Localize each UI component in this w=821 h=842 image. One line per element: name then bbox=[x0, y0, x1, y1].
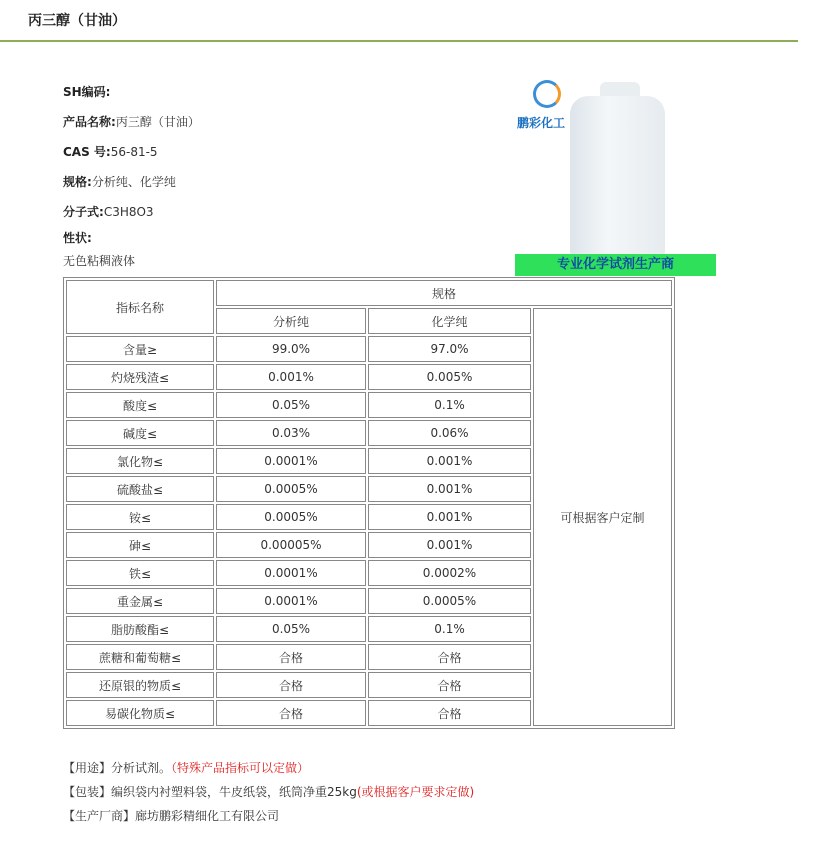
row-name: 还原银的物质≤ bbox=[66, 672, 214, 698]
row-name: 铁≤ bbox=[66, 560, 214, 586]
product-image bbox=[515, 76, 716, 276]
info-spec: 规格:分析纯、化学纯 bbox=[63, 175, 176, 189]
info-property: 性状: bbox=[63, 231, 92, 245]
row-cp: 0.1% bbox=[368, 616, 531, 642]
info-sh: SH编码: bbox=[63, 85, 111, 99]
row-cp: 0.001% bbox=[368, 532, 531, 558]
company-logo-text: 鹏彩化工 bbox=[517, 116, 566, 130]
row-name: 砷≤ bbox=[66, 532, 214, 558]
header-ar: 分析纯 bbox=[216, 308, 366, 334]
row-cp: 合格 bbox=[368, 644, 531, 670]
row-name: 酸度≤ bbox=[66, 392, 214, 418]
spec-table bbox=[63, 277, 675, 729]
row-ar: 0.0001% bbox=[216, 588, 366, 614]
header-spec: 规格 bbox=[216, 280, 672, 306]
footer bbox=[63, 756, 474, 828]
row-ar: 0.00005% bbox=[216, 532, 366, 558]
header-cp: 化学纯 bbox=[368, 308, 531, 334]
row-name: 脂肪酸酯≤ bbox=[66, 616, 214, 642]
row-ar: 0.0001% bbox=[216, 560, 366, 586]
row-name: 灼烧残渣≤ bbox=[66, 364, 214, 390]
bottle-icon bbox=[570, 96, 665, 256]
header-name: 指标名称 bbox=[66, 280, 214, 334]
row-cp: 合格 bbox=[368, 672, 531, 698]
product-info bbox=[63, 84, 200, 269]
row-name: 含量≥ bbox=[66, 336, 214, 362]
row-ar: 0.05% bbox=[216, 392, 366, 418]
row-ar: 0.001% bbox=[216, 364, 366, 390]
row-name: 硫酸盐≤ bbox=[66, 476, 214, 502]
info-name: 产品名称:丙三醇（甘油） bbox=[63, 115, 200, 129]
row-ar: 0.03% bbox=[216, 420, 366, 446]
row-cp: 0.001% bbox=[368, 448, 531, 474]
footer-usage: 【用途】分析试剂。（特殊产品指标可以定做） bbox=[63, 761, 310, 775]
row-cp: 0.005% bbox=[368, 364, 531, 390]
row-ar: 0.0005% bbox=[216, 476, 366, 502]
row-cp: 0.1% bbox=[368, 392, 531, 418]
row-cp: 0.0005% bbox=[368, 588, 531, 614]
info-cas: CAS 号:56-81-5 bbox=[63, 145, 158, 159]
row-cp: 97.0% bbox=[368, 336, 531, 362]
row-ar: 合格 bbox=[216, 672, 366, 698]
custom-note: 可根据客户定制 bbox=[533, 308, 672, 726]
footer-packaging: 【包装】编织袋内衬塑料袋，牛皮纸袋，纸筒净重25kg(或根据客户要求定做) bbox=[63, 785, 475, 799]
row-cp: 0.0002% bbox=[368, 560, 531, 586]
row-ar: 0.0005% bbox=[216, 504, 366, 530]
row-name: 重金属≤ bbox=[66, 588, 214, 614]
info-formula: 分子式:C3H8O3 bbox=[63, 205, 154, 219]
page-title: 丙三醇（甘油） bbox=[28, 13, 126, 29]
row-name: 铵≤ bbox=[66, 504, 214, 530]
row-cp: 合格 bbox=[368, 700, 531, 726]
image-banner: 专业化学试剂生产商 bbox=[515, 254, 716, 276]
row-name: 氯化物≤ bbox=[66, 448, 214, 474]
row-name: 碱度≤ bbox=[66, 420, 214, 446]
row-cp: 0.06% bbox=[368, 420, 531, 446]
title-divider bbox=[0, 40, 798, 42]
row-ar: 0.05% bbox=[216, 616, 366, 642]
row-ar: 0.0001% bbox=[216, 448, 366, 474]
row-name: 蔗糖和葡萄糖≤ bbox=[66, 644, 214, 670]
row-cp: 0.001% bbox=[368, 476, 531, 502]
footer-manufacturer: 【生产厂商】廊坊鹏彩精细化工有限公司 bbox=[63, 809, 280, 823]
row-ar: 合格 bbox=[216, 644, 366, 670]
row-cp: 0.001% bbox=[368, 504, 531, 530]
row-ar: 99.0% bbox=[216, 336, 366, 362]
appearance: 无色粘稠液体 bbox=[63, 254, 136, 268]
row-ar: 合格 bbox=[216, 700, 366, 726]
row-name: 易碳化物质≤ bbox=[66, 700, 214, 726]
company-logo-icon bbox=[533, 80, 561, 108]
